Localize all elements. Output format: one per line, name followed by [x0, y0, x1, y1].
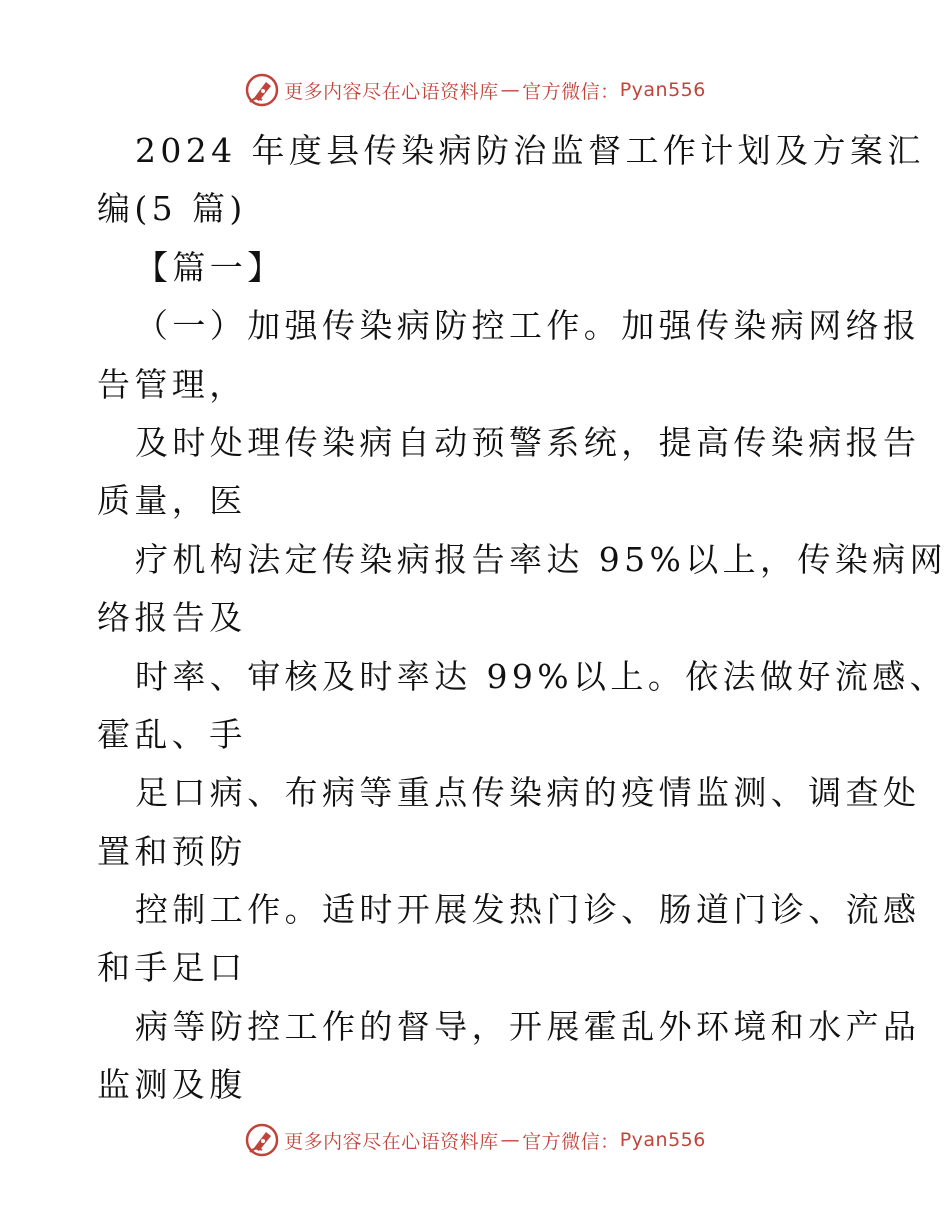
watermark-wechat-label: 官方微信：	[522, 1130, 620, 1153]
paragraph-line: 足口病、布病等重点传染病的疫情监测、调查处	[135, 773, 921, 813]
footer-watermark	[0, 1120, 950, 1160]
paragraph-line: 置和预防	[97, 831, 247, 871]
paragraph-line: 霍乱、手	[97, 714, 247, 754]
document-title-line-1: 2024 年度县传染病防治监督工作计划及方案汇	[135, 131, 925, 170]
paragraph-line: 质量，医	[97, 481, 247, 521]
watermark-dash: —	[500, 1129, 521, 1151]
paragraph-line: （一）加强传染病防控工作。加强传染病网络报	[135, 306, 921, 346]
paragraph-line: 和手足口	[97, 948, 247, 988]
pen-nib-logo-icon	[244, 72, 280, 108]
paragraph-line: 疗机构法定传染病报告率达 95%以上，传染病网	[135, 539, 948, 579]
watermark-wechat-id: Pyan556	[619, 1129, 706, 1151]
paragraph-line: 时率、审核及时率达 99%以上。依法做好流感、	[135, 656, 948, 696]
header-watermark	[0, 70, 950, 110]
paragraph-line: 及时处理传染病自动预警系统，提高传染病报告	[135, 422, 921, 462]
section-heading: 【篇一】	[135, 247, 285, 287]
paragraph-line: 控制工作。适时开展发热门诊、肠道门诊、流感	[135, 890, 921, 930]
paragraph-line: 络报告及	[97, 598, 247, 638]
paragraph-line: 监测及腹	[97, 1065, 247, 1105]
pen-nib-logo-icon	[244, 1122, 280, 1158]
document-title-line-2: 编(5 篇)	[97, 189, 247, 229]
document-body	[97, 122, 948, 1115]
watermark-text: 更多内容尽在心语资料库	[284, 80, 499, 103]
watermark-text: 更多内容尽在心语资料库	[284, 1130, 499, 1153]
watermark-wechat-id: Pyan556	[619, 79, 706, 101]
paragraph-line: 告管理，	[97, 364, 247, 404]
watermark-dash: —	[500, 79, 521, 101]
watermark-wechat-label: 官方微信：	[522, 80, 620, 103]
paragraph-line: 病等防控工作的督导，开展霍乱外环境和水产品	[135, 1006, 921, 1046]
